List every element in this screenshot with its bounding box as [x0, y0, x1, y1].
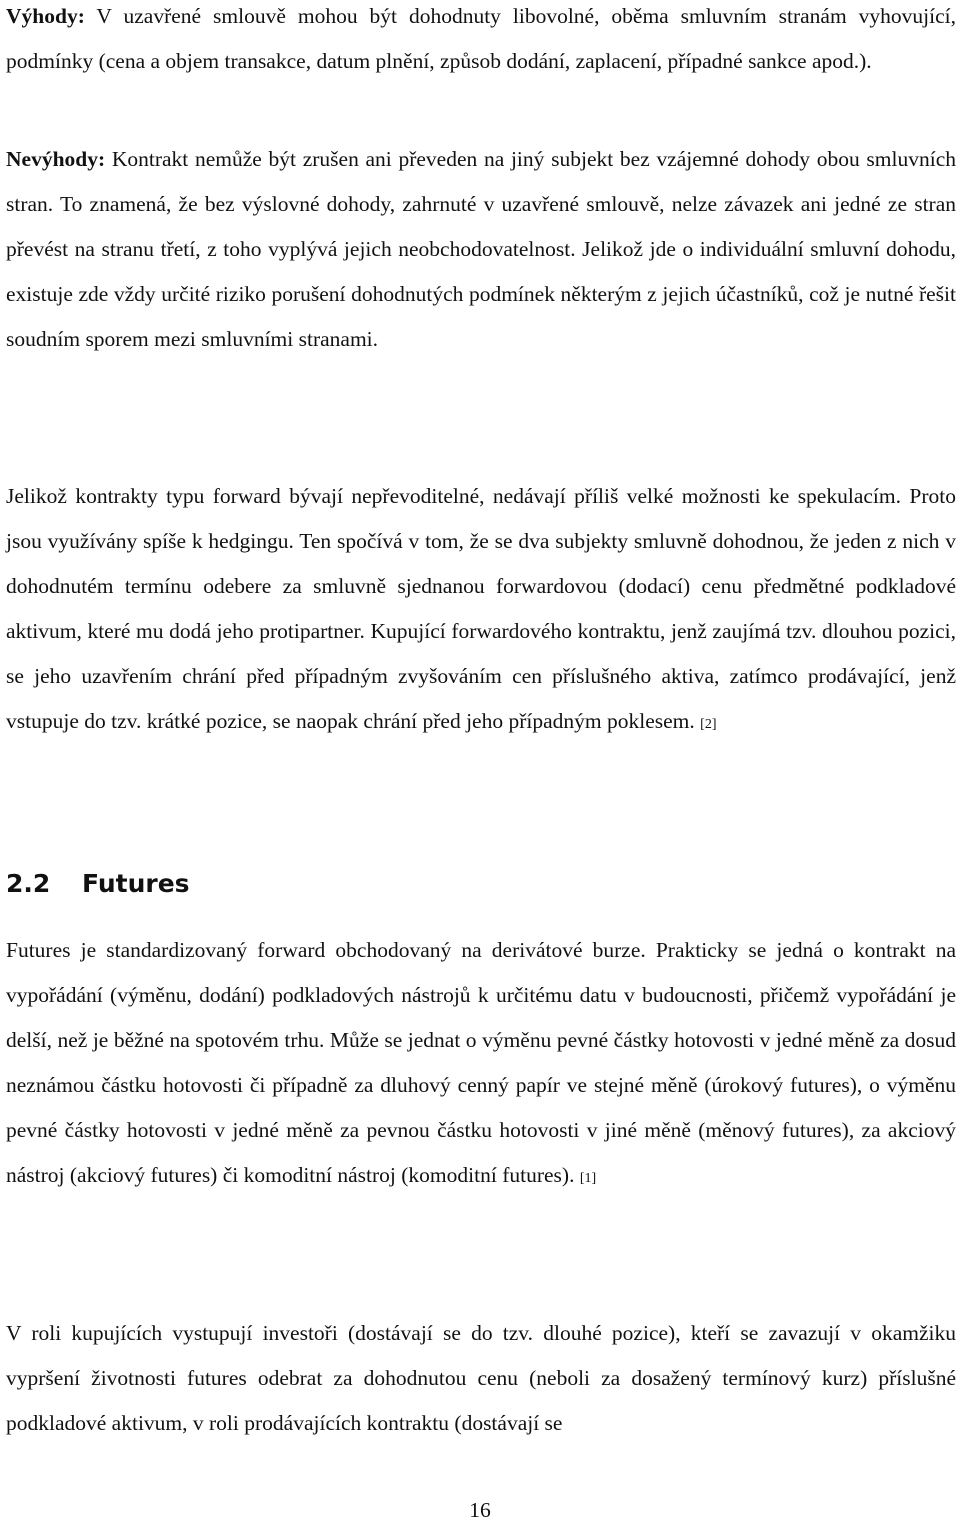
- advantages-label: Výhody:: [6, 4, 85, 28]
- paragraph-advantages: [6, 0, 956, 84]
- paragraph-disadvantages: [6, 137, 956, 362]
- section-title: Futures: [82, 869, 190, 898]
- futures-buyers-text: V roli kupujících vystupují investoři (dostávají se do tzv. dlouhé pozice), kteří se zavazují v okamžiku vypršení životnosti futures odebrat za dohodnutou cenu (neboli za dosažený termínový kurz) příslušné podkladové aktivum, v roli prodávajících kontraktu (dostávají se: [6, 1321, 956, 1435]
- paragraph-futures-buyers: [6, 1311, 956, 1446]
- forward-hedging-text: Jelikož kontrakty typu forward bývají nepřevoditelné, nedávají příliš velké možnosti ke spekulacím. Proto jsou využívány spíše k hedgingu. Ten spočívá v tom, že se dva subjekty smluvně dohodnou, že jeden z nich v dohodnutém termínu odebere za smluvně sjednanou forwardovou (dodací) cenu předmětné podkladové aktivum, které mu dodá jeho protipartner. Kupující forwardového kontraktu, jenž zaujímá tzv. dlouhou pozici, se jeho uzavřením chrání před případným zvyšováním cen příslušného aktiva, zatímco prodávající, jenž vstupuje do tzv. krátké pozice, se naopak chrání před jeho případným poklesem.: [6, 484, 956, 733]
- section-heading-futures: [6, 862, 190, 906]
- citation-1: [1]: [579, 1171, 597, 1186]
- disadvantages-label: Nevýhody:: [6, 147, 106, 171]
- disadvantages-text: Kontrakt nemůže být zrušen ani převeden na jiný subjekt bez vzájemné dohody obou smluvních stran. To znamená, že bez výslovné dohody, zahrnuté v uzavřené smlouvě, nelze závazek ani jedné ze stran převést na stranu třetí, z toho vyplývá jejich neobchodovatelnost. Jelikož jde o individuální smluvní dohodu, existuje zde vždy určité riziko porušení dohodnutých podmínek některým z jejich účastníků, což je nutné řešit soudním sporem mezi smluvními stranami.: [6, 147, 956, 351]
- section-number: 2.2: [6, 869, 51, 898]
- advantages-text: V uzavřené smlouvě mohou být dohodnuty libovolné, oběma smluvním stranám vyhovující, podmínky (cena a objem transakce, datum plnění, způsob dodání, zaplacení, případné sankce apod.).: [6, 4, 956, 73]
- citation-2: [2]: [700, 717, 717, 732]
- futures-definition-text: Futures je standardizovaný forward obchodovaný na derivátové burze. Prakticky se jedná o kontrakt na vypořádání (výměnu, dodání) podkladových nástrojů k určitému datu v budoucnosti, přičemž vypořádání je delší, než je běžné na spotovém trhu. Může se jednat o výměnu pevné částky hotovosti v jedné měně za dosud neznámou částku hotovosti či případně za dluhový cenný papír ve stejné měně (úrokový futures), o výměnu pevné částky hotovosti v jedné měně za pevnou částku hotovosti v jiné měně (měnový futures), za akciový nástroj (akciový futures) či komoditní nástroj (komoditní futures).: [6, 938, 956, 1187]
- page-number: 16: [469, 1498, 491, 1522]
- paragraph-forward-hedging: [6, 474, 956, 747]
- paragraph-futures-definition: [6, 928, 956, 1201]
